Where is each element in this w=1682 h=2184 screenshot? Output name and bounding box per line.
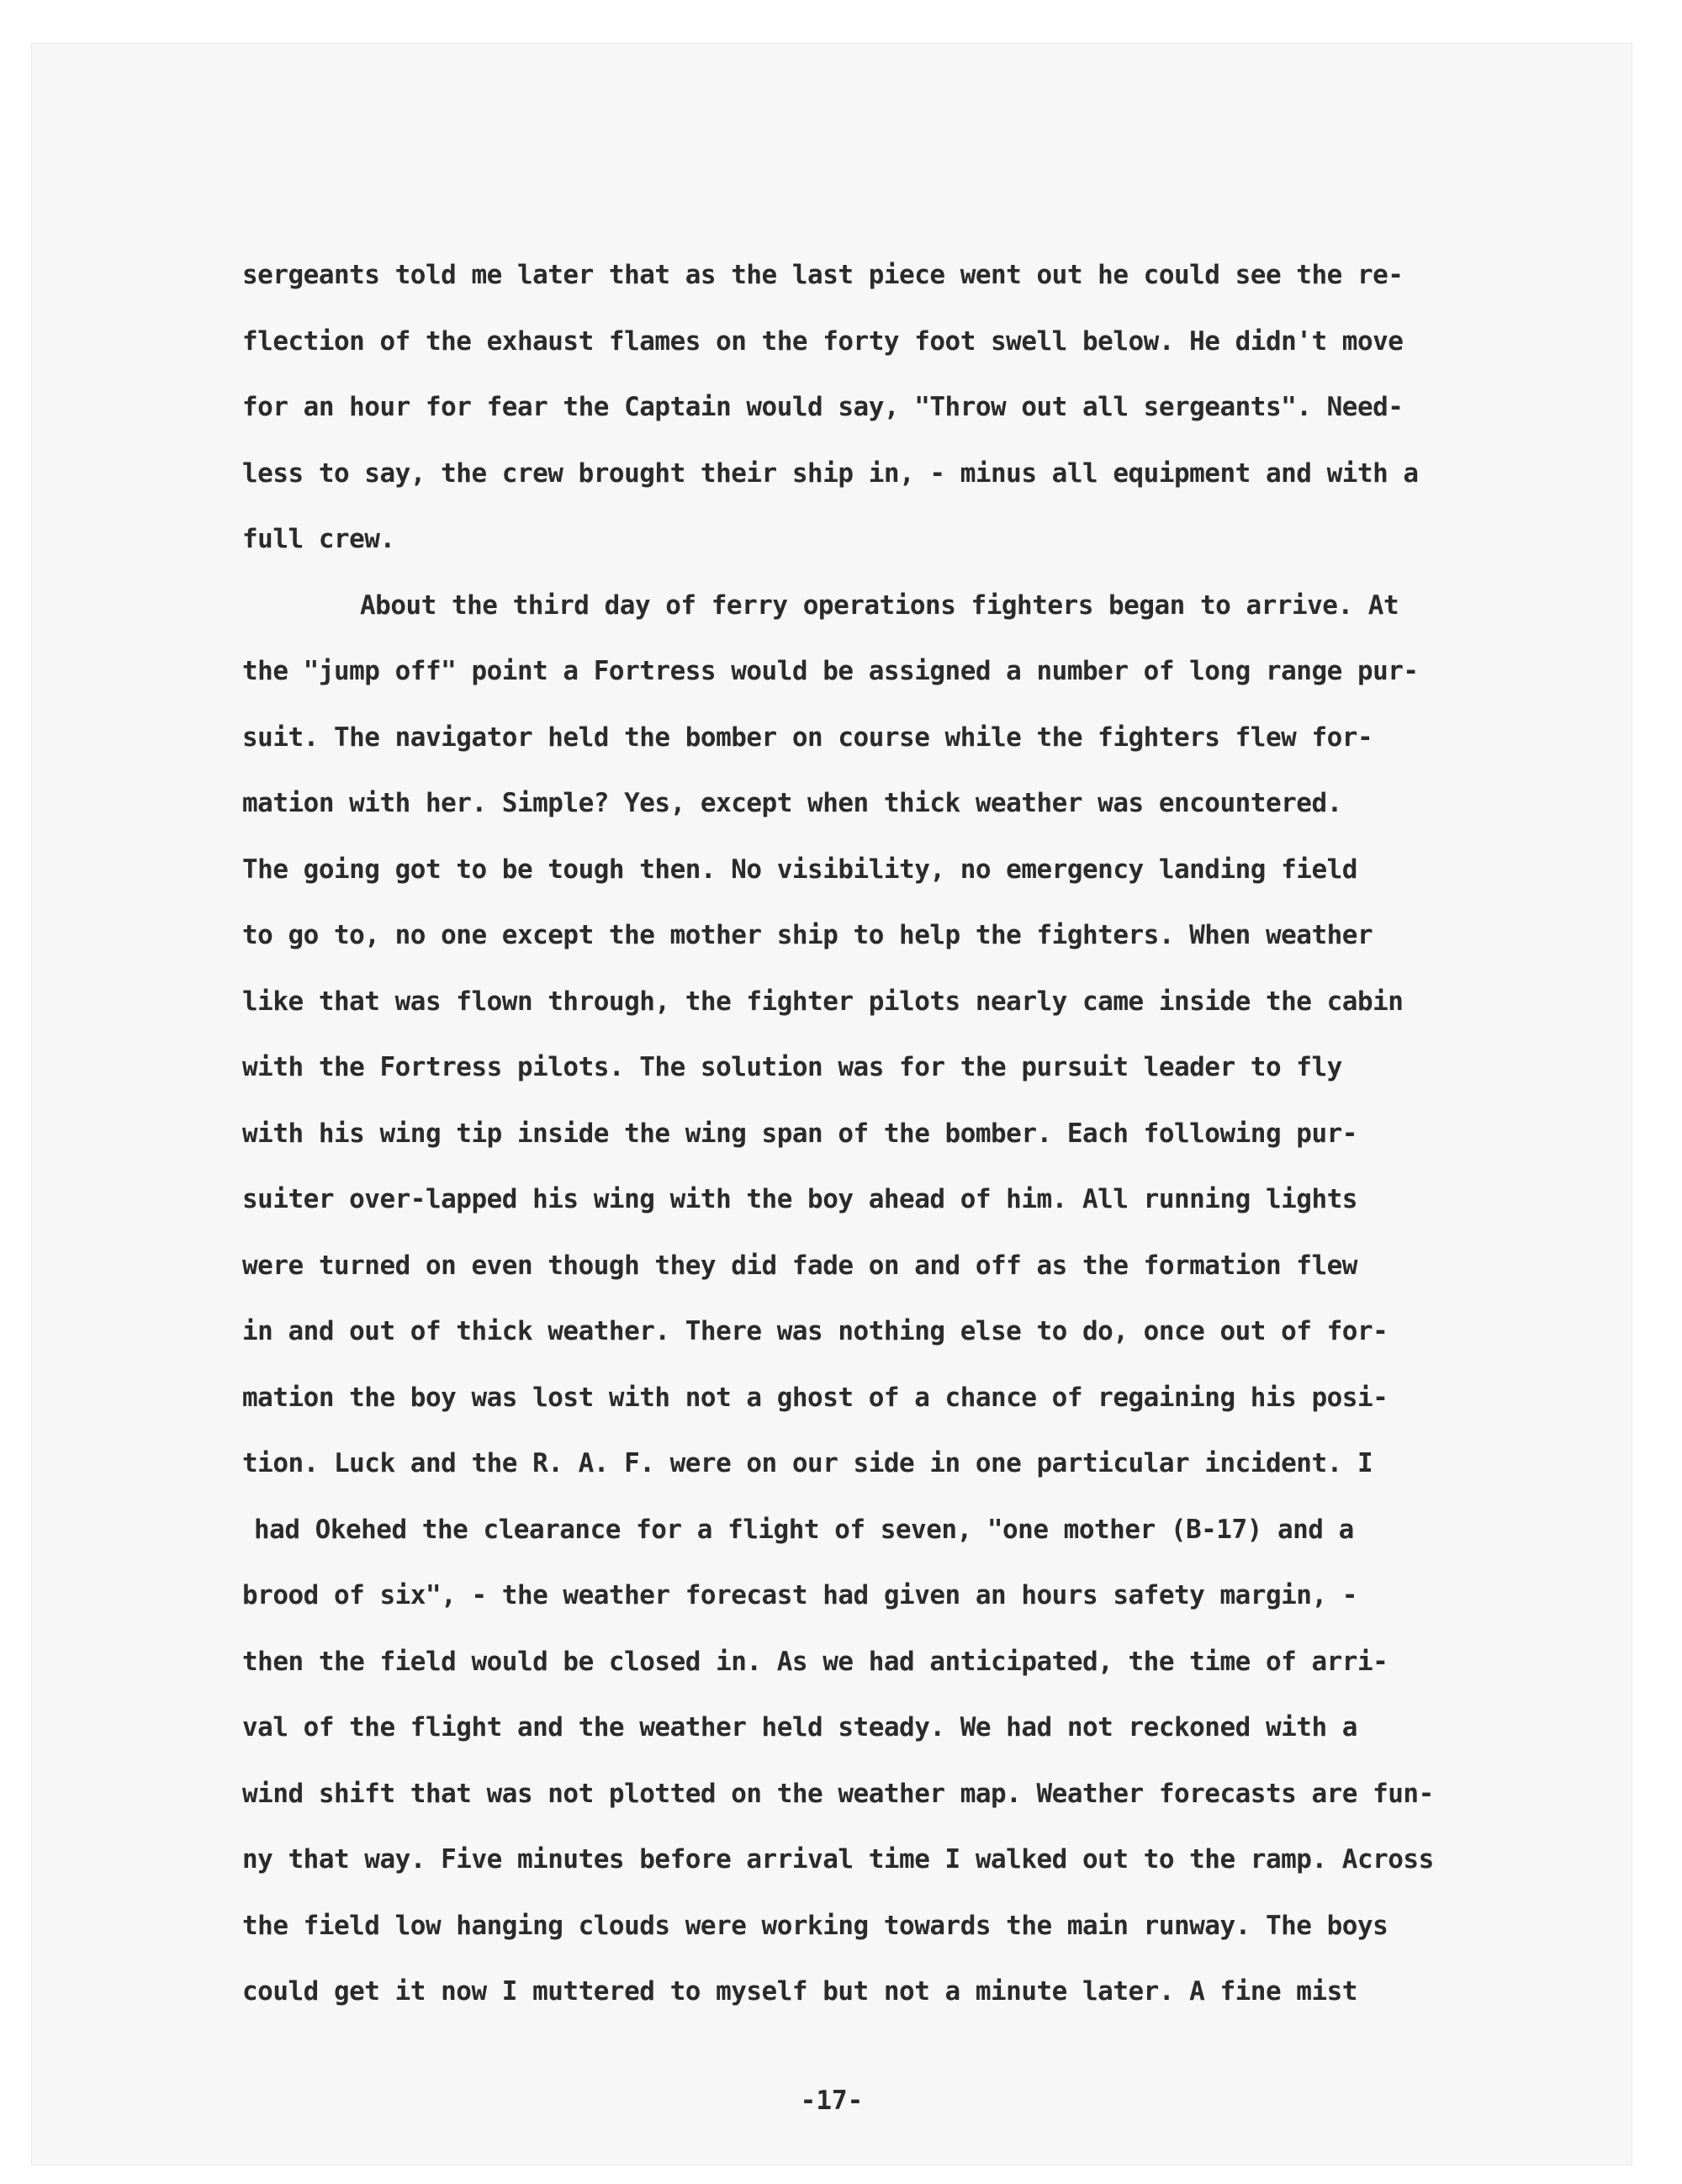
text-line: then the field would be closed in. As we had anticipated, the time of arri- bbox=[242, 1646, 1388, 1677]
text-line: were turned on even though they did fade on and off as the formation flew bbox=[242, 1250, 1357, 1281]
text-line: ny that way. Five minutes before arrival time I walked out to the ramp. Across bbox=[242, 1844, 1434, 1875]
text-line: could get it now I muttered to myself but not a minute later. A fine mist bbox=[242, 1976, 1357, 2007]
text-line: the "jump off" point a Fortress would be assigned a number of long range pur- bbox=[242, 656, 1419, 686]
text-line: The going got to be tough then. No visibility, no emergency landing field bbox=[242, 854, 1357, 885]
text-line: val of the flight and the weather held steady. We had not reckoned with a bbox=[242, 1712, 1357, 1742]
text-line: with the Fortress pilots. The solution was for the pursuit leader to fly bbox=[242, 1052, 1342, 1082]
text-line: with his wing tip inside the wing span of the bomber. Each following pur- bbox=[242, 1118, 1357, 1149]
text-line: suiter over-lapped his wing with the boy ahead of him. All running lights bbox=[242, 1184, 1357, 1214]
text-line: tion. Luck and the R. A. F. were on our side in one particular incident. I bbox=[242, 1448, 1373, 1478]
text-line: wind shift that was not plotted on the weather map. Weather forecasts are fun- bbox=[242, 1778, 1434, 1809]
text-line: suit. The navigator held the bomber on course while the fighters flew for- bbox=[242, 722, 1373, 753]
text-line: for an hour for fear the Captain would say, "Throw out all sergeants". Need- bbox=[242, 392, 1404, 422]
text-line: mation with her. Simple? Yes, except when thick weather was encountered. bbox=[242, 788, 1342, 818]
text-line: in and out of thick weather. There was nothing else to do, once out of for- bbox=[242, 1316, 1388, 1346]
text-line: brood of six", - the weather forecast had given an hours safety margin, - bbox=[242, 1580, 1357, 1610]
text-line: like that was flown through, the fighter pilots nearly came inside the cabin bbox=[242, 986, 1404, 1017]
text-line: to go to, no one except the mother ship to help the fighters. When weather bbox=[242, 920, 1373, 950]
document-page bbox=[32, 44, 1632, 2165]
text-line: flection of the exhaust flames on the forty foot swell below. He didn't move bbox=[242, 325, 1404, 357]
text-line: About the third day of ferry operations fighters began to arrive. At bbox=[360, 590, 1399, 621]
body-text bbox=[242, 242, 1554, 2025]
text-line: mation the boy was lost with not a ghost of a chance of regaining his posi- bbox=[242, 1382, 1388, 1413]
text-line: sergeants told me later that as the last piece went out he could see the re- bbox=[242, 260, 1404, 290]
page-number: -17- bbox=[800, 2086, 864, 2116]
text-line: less to say, the crew brought their ship in, - minus all equipment and with a bbox=[242, 457, 1419, 489]
text-line: the field low hanging clouds were working towards the main runway. The boys bbox=[242, 1910, 1388, 1941]
text-line: full crew. bbox=[242, 524, 395, 554]
text-line: had Okehed the clearance for a flight of seven, "one mother (B-17) and a bbox=[254, 1514, 1354, 1545]
